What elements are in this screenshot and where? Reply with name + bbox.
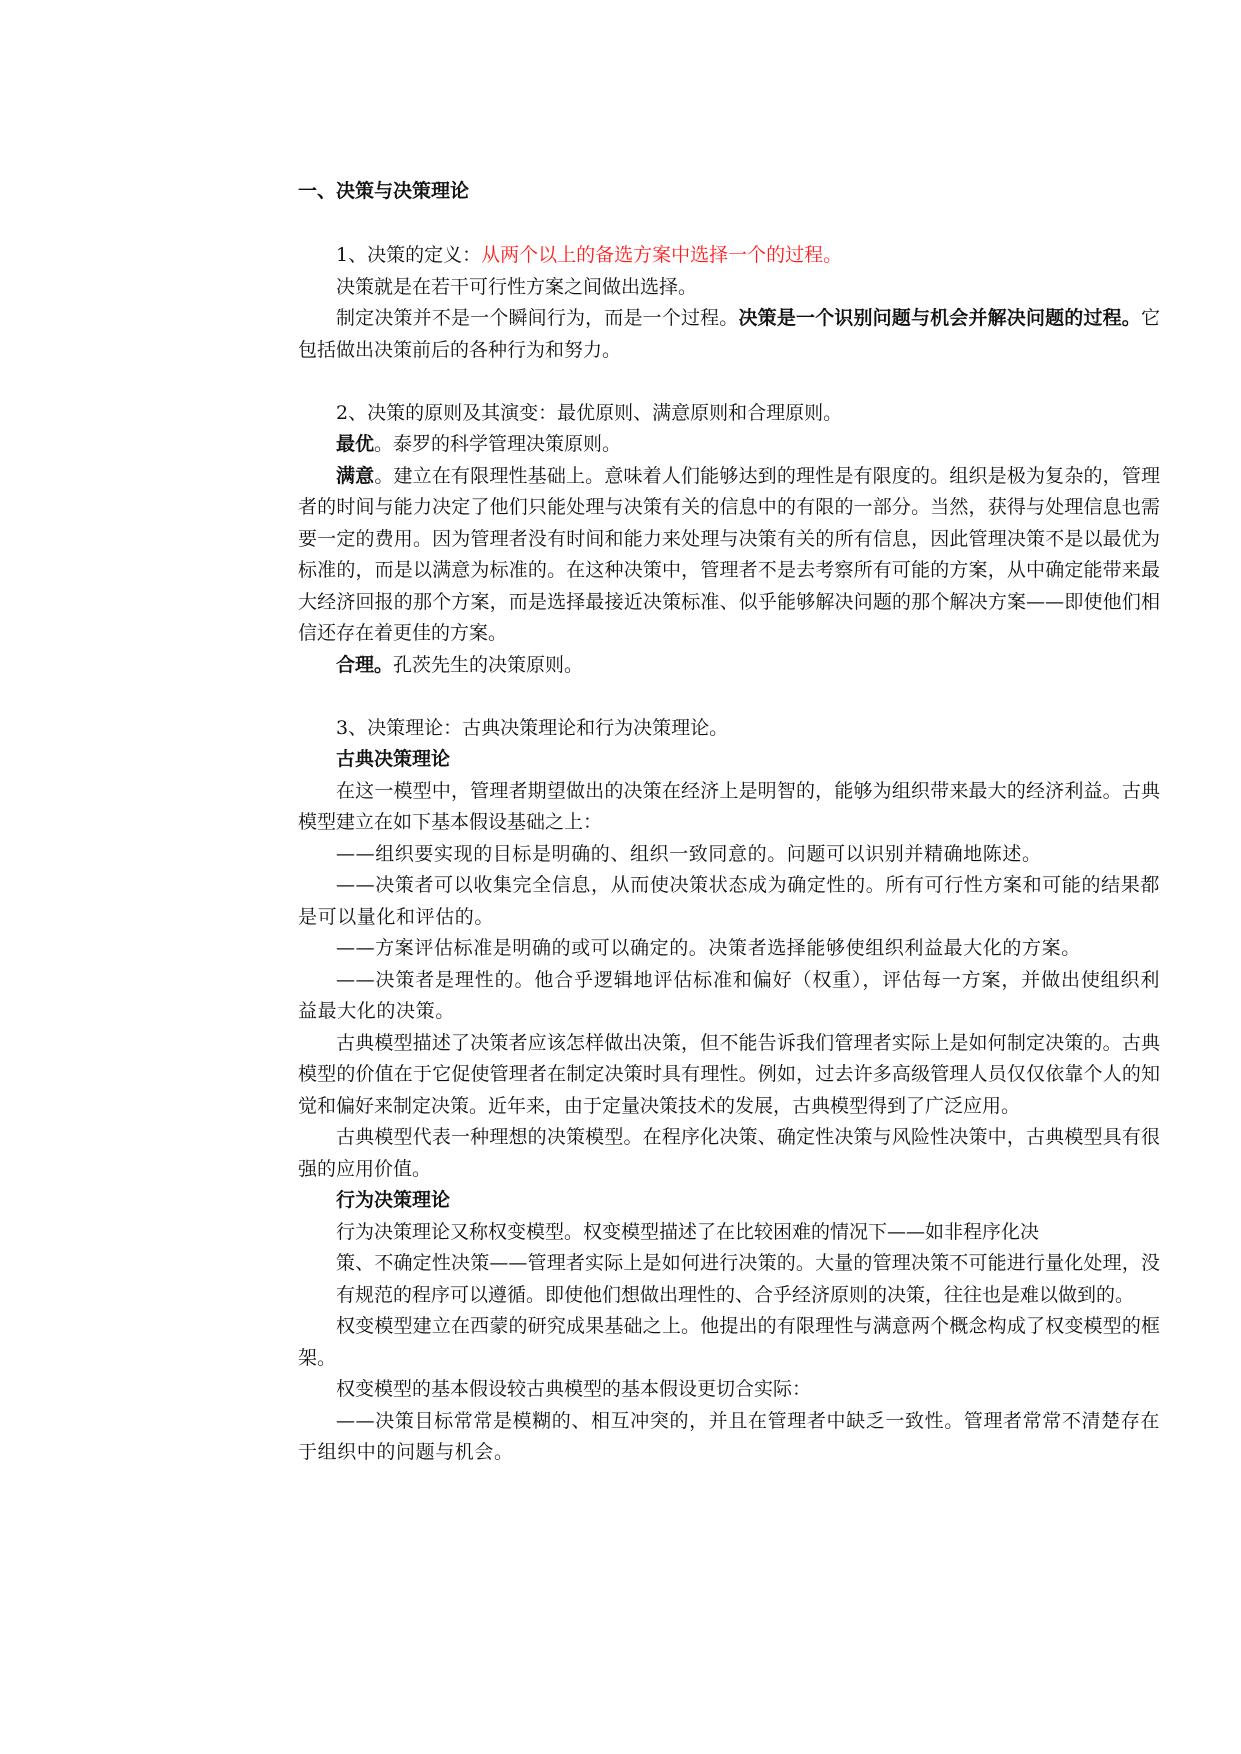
optimal-paragraph: [298, 429, 1160, 461]
rational-paragraph: [298, 650, 1160, 682]
classic-ideal: 古典模型代表一种理想的决策模型。在程序化决策、确定性决策与风险性决策中，古典模型具有很强的应用价值。: [298, 1126, 1160, 1180]
behavioral-line-2: 策、不确定性决策——管理者实际上是如何进行决策的。大量的管理决策不可能进行量化处理，没有规范的程序可以遵循。即使他们想做出理性的、合乎经济原则的决策，往往也是难以做到的。: [336, 1252, 1160, 1306]
process-emphasis: 决策是一个识别问题与机会并解决问题的过程。: [738, 307, 1141, 329]
classic-assumption-4: ——决策者是理性的。他合乎逻辑地评估标准和偏好（权重），评估每一方案，并做出使组织利益最大化的决策。: [298, 968, 1160, 1022]
optimal-text: 。泰罗的科学管理决策原则。: [374, 433, 622, 455]
classic-intro: 在这一模型中，管理者期望做出的决策在经济上是明智的，能够为组织带来最大的经济利益。古典模型建立在如下基本假设基础之上：: [298, 779, 1160, 833]
classic-assumption-2: ——决策者可以收集完全信息，从而使决策状态成为确定性的。所有可行性方案和可能的结果都是可以量化和评估的。: [298, 874, 1160, 928]
process-text: 制定决策并不是一个瞬间行为，而是一个过程。: [336, 307, 739, 329]
rational-text: 孔茨先生的决策原则。: [393, 653, 584, 676]
behavioral-assumptions-intro: 权变模型的基本假设较古典模型的基本假设更切合实际：: [336, 1378, 812, 1400]
behavioral-title: 行为决策理论: [336, 1189, 451, 1211]
definition-paragraph: 决策就是在若干可行性方案之间做出选择。: [336, 275, 698, 298]
theory-heading: 3、决策理论：古典决策理论和行为决策理论。: [336, 716, 729, 739]
behavioral-line-1: 行为决策理论又称权变模型。权变模型描述了在比较困难的情况下——如非程序化决: [336, 1220, 1040, 1243]
classic-assumption-3: ——方案评估标准是明确的或可以确定的。决策者选择能够使组织利益最大化的方案。: [336, 937, 1081, 959]
section-heading: 一、决策与决策理论: [298, 180, 470, 202]
optimal-label: 最优: [336, 433, 375, 455]
behavioral-assumption-1: ——决策目标常常是模糊的、相互冲突的，并且在管理者中缺乏一致性。管理者常常不清楚存在于组织中的问题与机会。: [298, 1409, 1160, 1463]
classic-title: 古典决策理论: [336, 748, 451, 770]
principles-heading: 2、决策的原则及其演变：最优原则、满意原则和合理原则。: [336, 401, 843, 424]
classic-assumption-1: ——组织要实现的目标是明确的、组织一致同意的。问题可以识别并精确地陈述。: [336, 842, 1042, 865]
classic-description: 古典模型描述了决策者应该怎样做出决策，但不能告诉我们管理者实际上是如何制定决策的。古典模型的价值在于它促使管理者在制定决策时具有理性。例如，过去许多高级管理人员仅仅依靠个人的知觉和偏好来制定决策。近年来，由于定量决策技术的发展，古典模型得到了广泛应用。: [298, 1031, 1160, 1117]
satisfy-paragraph: [298, 461, 1160, 650]
definition-line: [298, 240, 1160, 272]
document-body: [298, 178, 1160, 1469]
behavioral-simon: 权变模型建立在西蒙的研究成果基础之上。他提出的有限理性与满意两个概念构成了权变模型的框架。: [298, 1315, 1160, 1369]
process-paragraph: [298, 303, 1160, 366]
rational-label: 合理。: [336, 653, 394, 676]
satisfy-label: 满意: [336, 464, 375, 487]
satisfy-text: 。建立在有限理性基础上。意味着人们能够达到的理性是有限度的。组织是极为复杂的，管理者的时间与能力决定了他们只能处理与决策有关的信息中的有限的一部分。当然，获得与处理信息也需要一定的费用。因为管理者没有时间和能力来处理与决策有关的所有信息，因此管理决策不是以最优为标准的，而是以满意为标准的。在这种决策中，管理者不是去考察所有可能的方案，从中确定能带来最大经济回报的那个方案，而是选择最接近决策标准、似乎能够解决问题的那个解决方案——即使他们相信还存在着更佳的方案。: [298, 464, 1160, 644]
process-tail: 它包括做出决策前后的各种行为和努力。: [298, 307, 1160, 361]
definition-lead: 1、决策的定义：: [336, 244, 482, 266]
definition-highlight: 从两个以上的备选方案中选择一个的过程。: [481, 244, 843, 266]
